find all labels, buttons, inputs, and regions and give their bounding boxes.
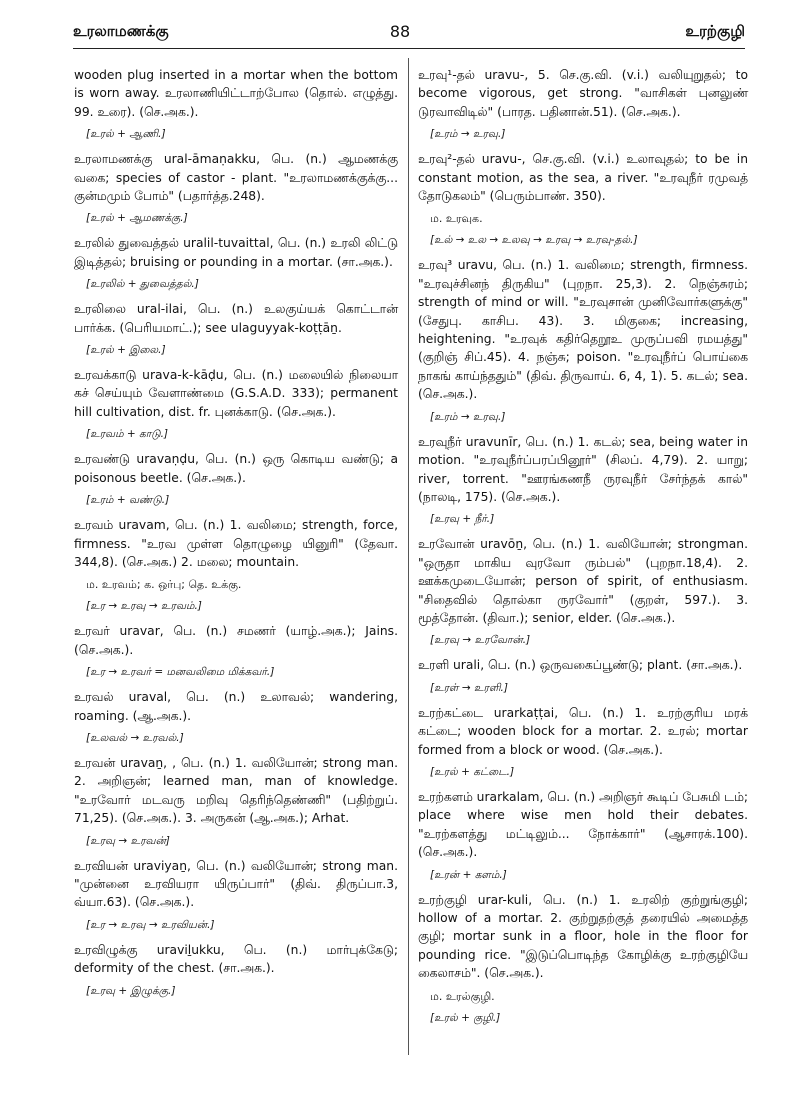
entry-paragraph: உரவோன் uravōṉ, பெ. (n.) 1. வலியோன்; strongman. "ஒருதா மாகிய வுரவோ ரும்பல்" (புறநா.18,4). 2. ஊக்கமுடையோன்; person of spirit, of enthusiasm. "சிதைவில் தொல்கா ருரவோர்" (குறள், 597.). 3. மூத்தோன். (திவா.); senior, elder. (செ.அக.). <box>418 537 748 625</box>
entry-paragraph: உரற்களம் urarkalam, பெ. (n.) அறிஞர் கூடிப் பேசுமி டம்; place where wise men hold their debates. "உரற்களத்து மட்டிலும்... நோக்கார்" (ஆசாரக்.100). (செ.அக.). <box>418 789 748 860</box>
etymology-note: [உல் → உல → உலவு → உரவு → உரவு-தல்.] <box>430 234 638 247</box>
etymology-note: [உர → உரவு → உரவம்.] <box>86 600 202 613</box>
entry-paragraph: உரவன் uravaṉ, , பெ. (n.) 1. வலியோன்; strong man. 2. அறிஞன்; learned man, man of knowledge. "உரவோர் மடவரு மறிவு தெரிந்தெண்ணி" (பதிற்றுப். 71,25). (செ.அக.). 3. அருகன் (ஆ.அக.); Arhat. <box>74 755 398 826</box>
entry-paragraph: உரவண்டு uravaṇḍu, பெ. (n.) ஒரு கொடிய வண்டு; a poisonous beetle. (செ.அக.). <box>74 452 398 485</box>
column-divider <box>408 58 409 1055</box>
cognates-line: ம. உரவம்; க. ஒர்பு; தெ. உக்கு. <box>86 578 242 592</box>
right-column <box>418 66 748 1034</box>
header-rule <box>73 48 745 49</box>
entry-paragraph: உரற்குழி urar-kuli, பெ. (n.) 1. உரலிற் குற்றுங்குழி; hollow of a mortar. 2. குற்றுதற்குத் தரையில் அமைத்த குழி; mortar sunk in a floor, hole in the floor for pounding rice. "இடுப்பொடிந்த கோழிக்கு உரற்குழியே கைலாசம்". (செ.அக.). <box>418 892 748 981</box>
etymology-note: [உரவு → உரவோன்.] <box>430 634 531 647</box>
etymology-note: [உரல் + குழி.] <box>430 1011 501 1024</box>
etymology-note: [உரம் + வண்டு.] <box>86 494 170 507</box>
etymology-note: [உரள் → உரளி.] <box>430 681 508 694</box>
etymology-note: [உரலில் + துவைத்தல்.] <box>86 278 199 291</box>
page-number: 88 <box>389 22 411 41</box>
header-right-guideword: உரற்குழி <box>685 22 745 40</box>
entry-paragraph: உரவக்காடு urava-k-kāḍu, பெ. (n.) மலையில் நிலையா கச் செய்யும் வேளாண்மை (G.S.A.D. 333); permanent hill cultivation, dist. fr. புனக்காடு. (செ.அக.). <box>74 368 398 419</box>
etymology-note: [உலவல் → உரவல்.] <box>86 731 184 744</box>
etymology-note: [உரம் → உரவு.] <box>430 128 506 141</box>
entry-paragraph: உரவியன் uraviyaṉ, பெ. (n.) வலியோன்; strong man. "முன்னை உரவியரா யிருப்பார்" (திவ். திருப்பா.3, வ்யா.63). (செ.அக.). <box>74 858 398 910</box>
entry-paragraph: உரவு¹-தல் uravu-, 5. செ.கு.வி. (v.i.) வலியுறுதல்; to become vigorous, get strong. "வாசிகள் புனலுண் டுரவாவிடில்" (பாரத. பதினான்.51). (செ.அக.). <box>418 68 748 119</box>
header-left-guideword: உரலாமணக்கு <box>73 22 169 40</box>
entry-paragraph: உரவிழுக்கு uraviḻukku, பெ. (n.) மார்புக்கேடு; deformity of the chest. (சா.அக.). <box>74 942 398 976</box>
cognates-line: ம. உரல்குழி. <box>430 989 495 1003</box>
cognates-line: ம. உரவுக. <box>430 212 483 226</box>
entry-paragraph: உரவல் uraval, பெ. (n.) உலாவல்; wandering, roaming. (ஆ.அக.). <box>74 690 398 723</box>
etymology-note: [உரல் + இலை.] <box>86 344 166 357</box>
etymology-note: [உரவு → உரவன்] <box>86 834 170 847</box>
entry-paragraph: உரவர் uravar, பெ. (n.) சமணர் (யாழ்.அக.); Jains. (செ.அக.). <box>74 624 398 657</box>
entry-paragraph: உரலிலை ural-ilai, பெ. (n.) உலகுய்யக் கொட்டான் பார்க்க. (பெரியமாட்.); see ulaguyyak-koṭṭāṉ. <box>74 302 398 335</box>
etymology-note: [உரல் + ஆணி.] <box>86 128 166 141</box>
entry-paragraph: wooden plug inserted in a mortar when the bottom is worn away. உரலாணியிட்டாற்போல (தொல். எழுத்து. 99. உரை). (செ.அக.). <box>74 68 398 119</box>
entry-paragraph: உரவு²-தல் uravu-, செ.கு.வி. (v.i.) உலாவுதல்; to be in constant motion, as the sea, a river. "உரவுநீர் ரமுவத் தோடுகலம்" (பெரும்பாண். 350). <box>418 152 748 204</box>
etymology-note: [உரம் → உரவு.] <box>430 410 506 423</box>
etymology-note: [உரன் + களம்.] <box>430 868 507 881</box>
entry-paragraph: உரவுநீர் uravunīr, பெ. (n.) 1. கடல்; sea, being water in motion. "உரவுநீர்ப்பரப்பினூர்" (சிலப். 4,79). 2. யாறு; river, torrent. "ஊரங்கணநீ ருரவுநீர் சேர்ந்தக் கால்" (நாலடி, 175). (செ.அக.). <box>418 434 748 504</box>
entry-paragraph: உரற்கட்டை urarkaṭṭai, பெ. (n.) 1. உரற்குரிய மரக் கட்டை; wooden block for a mortar. 2. உரல்; mortar formed from a block or wood. (செ.அக.). <box>418 705 748 757</box>
etymology-note: [உரவு + இழுக்கு.] <box>86 984 176 997</box>
left-column <box>74 66 398 1007</box>
etymology-note: [உரல் + ஆமணக்கு.] <box>86 212 188 225</box>
etymology-note: [உர → உரவர் = மனவலிமை மிக்கவர்.] <box>86 666 275 679</box>
entry-paragraph: உரவு³ uravu, பெ. (n.) 1. வலிமை; strength, firmness. "உரவுச்சினந் திருகிய" (புறநா. 25,3). 2. நெஞ்சுரம்; strength of mind or will. "உரவுசான் முனிவோர்களுக்கு" (சேதுபு. காசிப. 43). 3. மிகுகை; increasing, heightening. "உரவுக் கதிர்தெறூஉ முருப்பவி ரமயத்து" (குறிஞ் சிப்.45). 4. நஞ்சு; poison. "உரவுநீர்ப் பொய்கை நாகங் காய்ந்ததும்" (திவ். திருவாய். 6, 4, 1). 5. கடல்; sea. (செ.அக.). <box>418 258 748 402</box>
entry-paragraph: உரலில் துவைத்தல் uralil-tuvaittal, பெ. (n.) உரலி லிட்டு இடித்தல்; bruising or pounding in a mortar. (சா.அக.). <box>74 236 398 269</box>
entry-paragraph: உரலாமணக்கு ural-āmaṇakku, பெ. (n.) ஆமணக்கு வகை; species of castor - plant. "உரலாமணக்குக்கு... குன்மமும் போம்" (பதார்த்த.248). <box>74 152 398 204</box>
entry-paragraph: உரளி urali, பெ. (n.) ஒருவகைப்பூண்டு; plant. (சா.அக.). <box>418 658 743 673</box>
etymology-note: [உரவு + நீர்.] <box>430 513 495 526</box>
etymology-note: [உர → உரவு → உரவியன்.] <box>86 918 215 931</box>
etymology-note: [உரல் + கட்டை.] <box>430 765 515 778</box>
etymology-note: [உரவம் + காடு.] <box>86 428 169 441</box>
entry-paragraph: உரவம் uravam, பெ. (n.) 1. வலிமை; strength, force, firmness. "உரவ முள்ள தொழுழை யினுரி" (தேவா. 344,8). (செ.அக.) 2. மலை; mountain. <box>74 518 398 569</box>
